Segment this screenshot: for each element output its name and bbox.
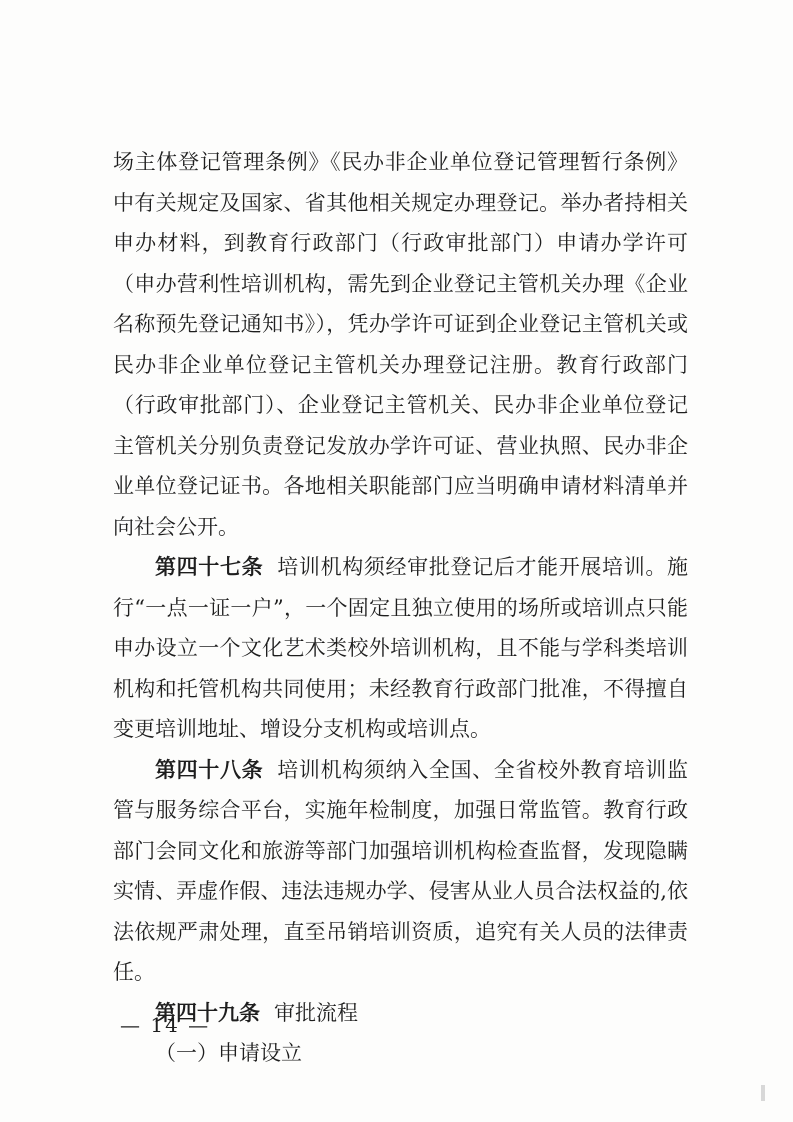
paragraph-text: 场主体登记管理条例》《民办非企业单位登记管理暂行条例》中有关规定及国家、省其他相关规定办理登记。举办者持相关申办材料，到教育行政部门（行政审批部门）申请办学许可（申办营利性培训机构，需先到企业登记主管机关办理《企业名称预先登记通知书》），凭办学许可证到企业登记主管机关或民办非企业单位登记主管机关办理登记注册。教育行政部门（行政审批部门）、企业登记主管机关、民办非企业单位登记主管机关分别负责登记发放办学许可证、营业执照、民办非企业单位登记证书。各地相关职能部门应当明确申请材料清单并向社会公开。	[113, 150, 688, 539]
article-text: 培训机构须经审批登记后才能开展培训。施行“一点一证一户”，一个固定且独立使用的场所或培训点只能申办设立一个文化艺术类校外培训机构，且不能与学科类培训机构和托管机构共同使用；未经教育行政部门批准，不得擅自变更培训地址、增设分支机构或培训点。	[113, 555, 689, 741]
article-label: 第四十七条	[155, 555, 264, 579]
article-48	[113, 750, 688, 993]
article-label: 第四十八条	[155, 757, 264, 782]
article-text: 培训机构须纳入全国、全省校外教育培训监管与服务综合平台，实施年检制度，加强日常监管。教育行政部门会同文化和旅游等部门加强培训机构检查监督，发现隐瞒实情、弄虚作假、违法违规办学、侵害从业人员合法权益的,依法依规严肃处理，直至吊销培训资质，追究有关人员的法律责任。	[113, 757, 689, 984]
scan-edge-mark	[761, 1085, 765, 1101]
subsection-heading: （一）申请设立	[155, 1041, 302, 1065]
article-text: 审批流程	[274, 1000, 358, 1025]
article-label: 第四十九条	[155, 1000, 260, 1025]
body-text	[113, 142, 688, 1074]
page-number: — 14 —	[120, 1013, 211, 1037]
paragraph-continuation	[113, 142, 688, 547]
article-47	[113, 547, 688, 750]
